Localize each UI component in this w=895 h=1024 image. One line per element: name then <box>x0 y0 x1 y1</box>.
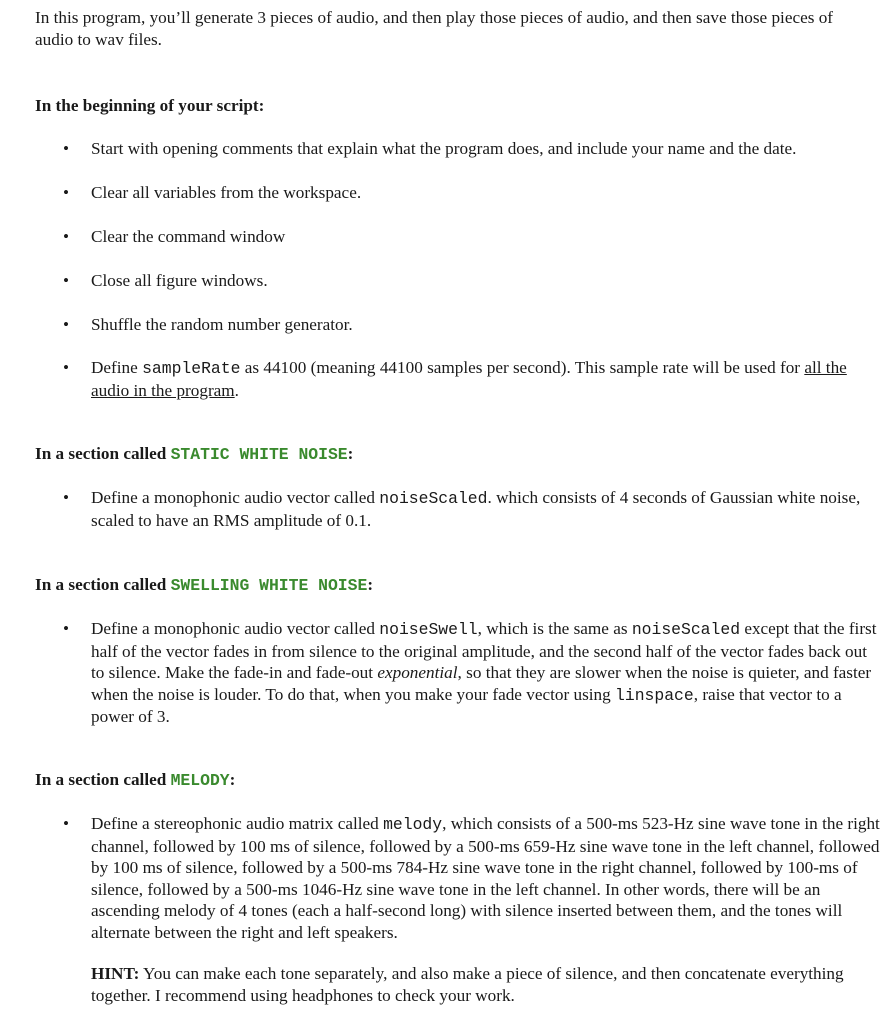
bullet-marker: • <box>63 619 70 638</box>
code-noisescaled: noiseScaled <box>379 489 488 508</box>
list-item: Clear all variables from the workspace. <box>91 183 362 202</box>
swelling-item <box>91 618 881 728</box>
heading-text: : <box>347 444 354 463</box>
bullet-marker: • <box>63 358 70 377</box>
list-item-samplerate <box>91 357 881 401</box>
bullet-marker: • <box>63 271 70 290</box>
heading-text: In a section called <box>35 444 171 463</box>
emphasis-text: exponential <box>377 663 458 682</box>
code-melody: melody <box>383 815 443 834</box>
list-item: Clear the command window <box>91 227 286 246</box>
text-run: Define a stereophonic audio matrix called <box>91 814 384 833</box>
text-run: . which consists of 4 seconds of Gaussian white noise, scaled to have an RMS amplitude of 0.1. <box>91 488 861 530</box>
text-run: , so that they are slower when the noise is quieter, and faster when the noise is louder. To do that, when you make your fade vector using <box>91 663 872 704</box>
heading-text: : <box>229 770 236 789</box>
bullet-marker: • <box>63 139 70 158</box>
bullet-marker: • <box>63 814 70 833</box>
hint-paragraph <box>91 963 881 1006</box>
bullet-marker: • <box>63 488 70 507</box>
text-run: , raise that vector to a power of 3. <box>91 684 842 726</box>
text-run: Define a monophonic audio vector called <box>91 488 380 507</box>
beginning-heading: In the beginning of your script: <box>35 96 265 115</box>
list-item: Shuffle the random number generator. <box>91 315 353 334</box>
text-run: . <box>234 380 239 400</box>
bullet-marker: • <box>63 183 70 202</box>
melody-heading <box>35 769 875 792</box>
text-run: as 44100 (meaning 44100 samples per second). This sample rate will be used for <box>240 358 805 377</box>
text-run: , which is the same as <box>477 619 632 638</box>
heading-text: In a section called <box>35 770 171 789</box>
hint-text: You can make each tone separately, and also make a piece of silence, and then concatenate everything together. I recommend using headphones to check your work. <box>91 964 844 1005</box>
code-noiseswell: noiseSwell <box>379 620 478 639</box>
static-item <box>91 487 881 531</box>
text-run: except that the first half of the vector fades in from silence to the original amplitude, and the second half of the vector fades back out to silence. Make the fade-in and fade-out <box>91 619 877 682</box>
static-heading <box>35 443 875 466</box>
code-samplerate: sampleRate <box>142 359 241 378</box>
section-name-static: STATIC WHITE NOISE <box>170 445 348 464</box>
hint-label: HINT: <box>91 964 140 983</box>
section-name-swelling: SWELLING WHITE NOISE <box>170 576 368 595</box>
bullet-marker: • <box>63 227 70 246</box>
bullet-marker: • <box>63 315 70 334</box>
code-noisescaled: noiseScaled <box>631 620 741 639</box>
intro-paragraph: In this program, you’ll generate 3 pieces of audio, and then play those pieces of audio, and then save those pieces of audio to wav files. <box>35 8 834 49</box>
melody-item <box>91 813 881 943</box>
underlined-text: all the audio in the program <box>91 358 847 400</box>
section-name-melody: MELODY <box>170 771 230 790</box>
code-linspace: linspace <box>615 685 694 705</box>
heading-text: : <box>367 575 374 594</box>
heading-text: In a section called <box>35 575 171 594</box>
list-item: Start with opening comments that explain what the program does, and include your name and the date. <box>91 139 797 158</box>
text-run: , which consists of a 500-ms 523-Hz sine wave tone in the right channel, followed by 100 ms of silence, followed by a 500-ms 659-Hz sine wave tone in the left channel, followed by 100 ms of silence, followed by a 500-ms 784-Hz sine wave tone in the right channel, followed by 100-ms of silence, followed by a 500-ms 1046-Hz sine wave tone in the left channel. In other words, there will be an ascending melody of 4 tones (each a half-second long) with silence inserted between them, and the tones will alternate between the right and left speakers. <box>91 814 880 942</box>
list-item: Close all figure windows. <box>91 271 268 290</box>
text-run: Define <box>91 358 143 377</box>
text-run: Define a monophonic audio vector called <box>91 619 380 638</box>
swelling-heading <box>35 574 875 597</box>
